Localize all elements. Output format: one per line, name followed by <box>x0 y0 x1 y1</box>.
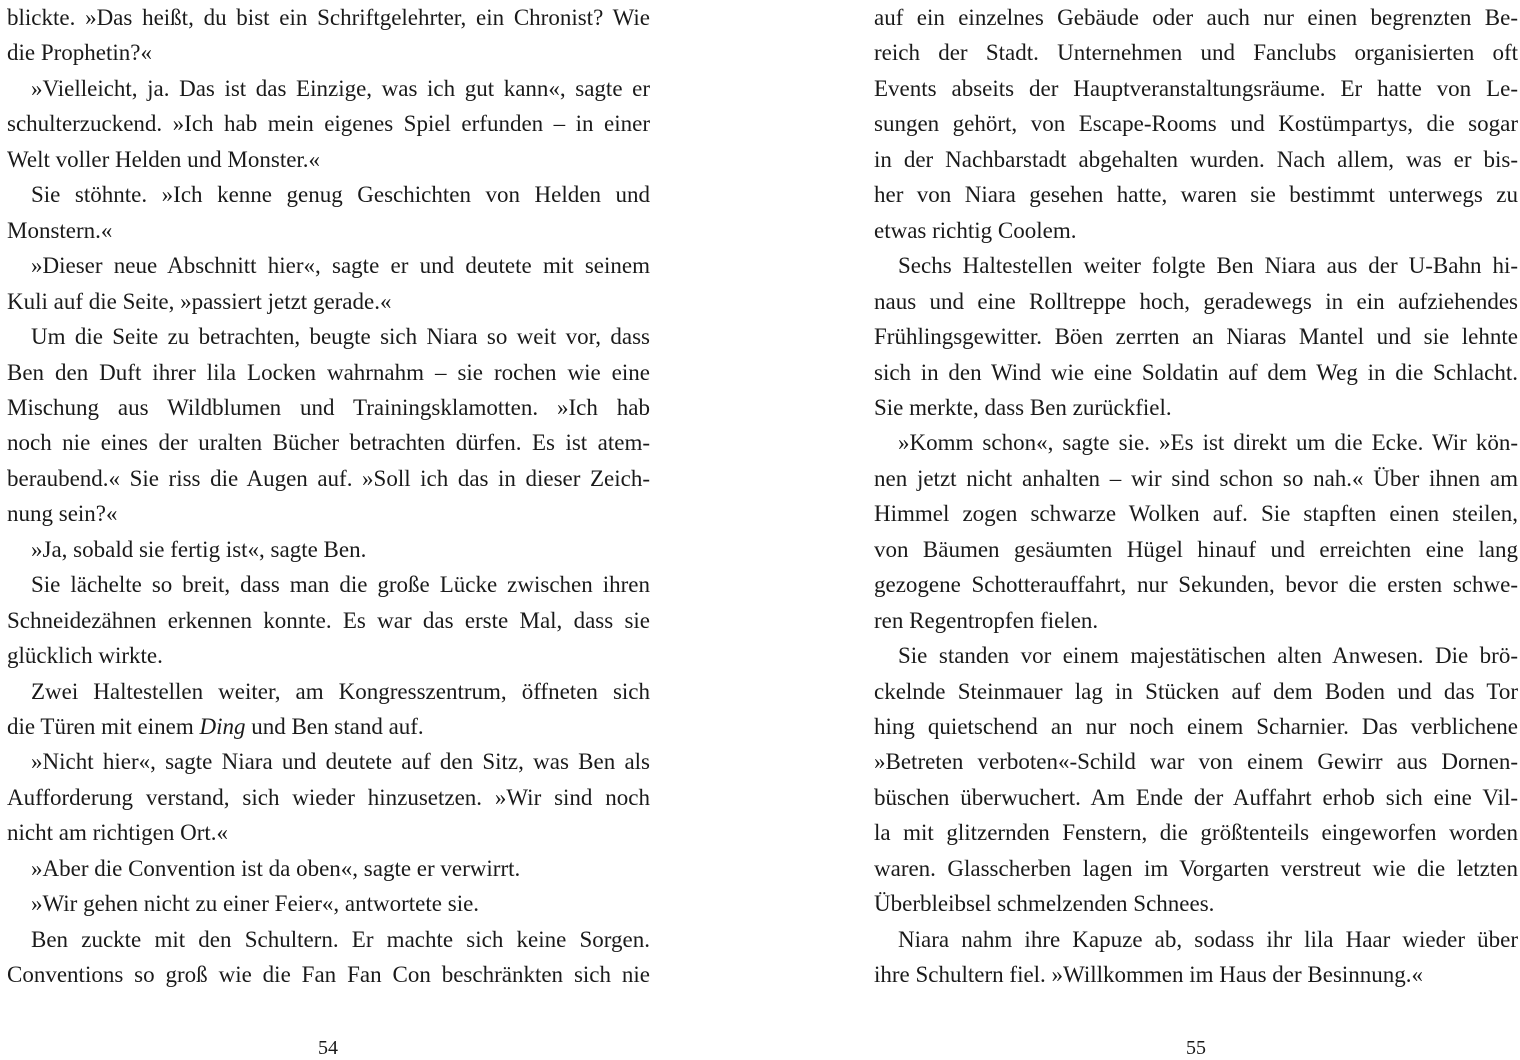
text-line: Himmel zogen schwarze Wolken auf. Sie stapften einen steilen, <box>874 501 1518 527</box>
text-line <box>7 709 650 745</box>
text-line: »Ja, sobald sie fertig ist«, sagte Ben. <box>31 536 367 562</box>
text-line-segment: die Türen mit einem <box>7 714 200 739</box>
text-line: sich in den Wind wie eine Soldatin auf dem Weg in die Schlacht. <box>874 359 1518 385</box>
text-line: Sie standen vor einem majestätischen alten Anwesen. Die brö- <box>898 643 1518 669</box>
text-line: ren Regentropfen fielen. <box>874 607 1099 633</box>
text-line: glücklich wirkte. <box>7 643 163 669</box>
text-line: beraubend.« Sie riss die Augen auf. »Soll ich das in dieser Zeich- <box>7 465 650 491</box>
text-line: schulterzuckend. »Ich hab mein eigenes Spiel erfunden – in einer <box>7 111 650 137</box>
text-line: Welt voller Helden und Monster.« <box>7 146 321 172</box>
text-line: »Nicht hier«, sagte Niara und deutete auf den Sitz, was Ben als <box>31 749 650 775</box>
text-line: auf ein einzelnes Gebäude oder auch nur einen begrenzten Be- <box>874 5 1518 30</box>
text-line: reich der Stadt. Unternehmen und Fanclubs organisierten oft <box>874 40 1518 66</box>
text-line: nung sein?« <box>7 501 118 527</box>
text-line: Überbleibsel schmelzenden Schnees. <box>874 891 1215 917</box>
text-line: waren. Glasscherben lagen im Vorgarten verstreut wie die letzten <box>874 855 1518 881</box>
text-line: Sie merkte, dass Ben zurückfiel. <box>874 394 1172 420</box>
text-line: Sie stöhnte. »Ich kenne genug Geschichten von Helden und <box>31 182 650 208</box>
text-line: von Bäumen gesäumten Hügel hinauf und erreichten eine lang <box>874 536 1518 562</box>
text-line: »Betreten verboten«-Schild war von einem Gewirr aus Dornen- <box>874 749 1518 775</box>
text-line: »Dieser neue Abschnitt hier«, sagte er und deutete mit seinem <box>31 253 650 279</box>
text-line: Zwei Haltestellen weiter, am Kongresszentrum, öffneten sich <box>31 678 650 704</box>
text-line: Aufforderung verstand, sich wieder hinzusetzen. »Wir sind noch <box>7 784 650 810</box>
page-number-right: 55 <box>1186 1037 1206 1059</box>
text-line: nen jetzt nicht anhalten – wir sind schon so nah.« Über ihnen am <box>874 465 1518 491</box>
text-line: büschen überwuchert. Am Ende der Auffahrt erhob sich eine Vil- <box>874 784 1518 810</box>
text-line: »Wir gehen nicht zu einer Feier«, antwortete sie. <box>31 891 480 917</box>
text-line: Conventions so groß wie die Fan Fan Con beschränkten sich nie <box>7 962 650 988</box>
text-line: Events abseits der Hauptveranstaltungsräume. Er hatte von Le- <box>874 75 1518 101</box>
text-line: Mischung aus Wildblumen und Trainingsklamotten. »Ich hab <box>7 394 650 420</box>
text-line-segment: und Ben stand auf. <box>245 714 424 739</box>
text-line: Schneidezähnen erkennen konnte. Es war das erste Mal, dass sie <box>7 607 650 633</box>
text-line: Um die Seite zu betrachten, beugte sich Niara so weit vor, dass <box>31 324 650 350</box>
text-line-italic: Ding <box>199 714 246 739</box>
text-line: gezogene Schotterauffahrt, nur Sekunden, bevor die ersten schwe- <box>874 572 1518 598</box>
text-line: Sechs Haltestellen weiter folgte Ben Niara aus der U-Bahn hi- <box>898 253 1518 279</box>
text-line: Kuli auf die Seite, »passiert jetzt gerade.« <box>7 288 392 314</box>
text-line: »Komm schon«, sagte sie. »Es ist direkt um die Ecke. Wir kön- <box>898 430 1518 456</box>
text-line: hing quietschend an nur noch einem Scharnier. Das verblichene <box>874 714 1518 739</box>
text-line: Sie lächelte so breit, dass man die große Lücke zwischen ihren <box>31 572 650 598</box>
text-line: la mit glitzernden Fenstern, die größtenteils eingeworfen worden <box>874 820 1518 846</box>
text-line: blickte. »Das heißt, du bist ein Schriftgelehrter, ein Chronist? Wie <box>7 5 650 30</box>
text-line: ihre Schultern fiel. »Willkommen im Haus der Besinnung.« <box>874 962 1424 988</box>
text-line: ckelnde Steinmauer lag in Stücken auf dem Boden und das Tor <box>874 678 1518 704</box>
page-number-left: 54 <box>318 1037 338 1059</box>
text-line: her von Niara gesehen hatte, waren sie bestimmt unterwegs zu <box>874 182 1518 208</box>
text-line: Monstern.« <box>7 217 113 243</box>
text-line: Frühlingsgewitter. Böen zerrten an Niaras Mantel und sie lehnte <box>874 324 1518 350</box>
text-line: noch nie eines der uralten Bücher betrachten dürfen. Es ist atem- <box>7 430 650 456</box>
text-line: Ben den Duft ihrer lila Locken wahrnahm – sie rochen wie eine <box>7 359 650 385</box>
text-line: etwas richtig Coolem. <box>874 217 1077 243</box>
text-line: nicht am richtigen Ort.« <box>7 820 228 846</box>
text-line: naus und eine Rolltreppe hoch, geradewegs in ein aufziehendes <box>874 288 1518 314</box>
text-line: Niara nahm ihre Kapuze ab, sodass ihr lila Haar wieder über <box>898 926 1518 952</box>
text-line: sungen gehört, von Escape-Rooms und Kostümpartys, die sogar <box>874 111 1518 137</box>
text-line: »Aber die Convention ist da oben«, sagte er verwirrt. <box>31 855 521 881</box>
text-line: die Prophetin?« <box>7 40 152 66</box>
text-line: in der Nachbarstadt abgehalten wurden. Nach allem, was er bis- <box>874 146 1518 172</box>
text-line: »Vielleicht, ja. Das ist das Einzige, was ich gut kann«, sagte er <box>31 75 650 101</box>
text-line: Ben zuckte mit den Schultern. Er machte sich keine Sorgen. <box>31 926 650 952</box>
